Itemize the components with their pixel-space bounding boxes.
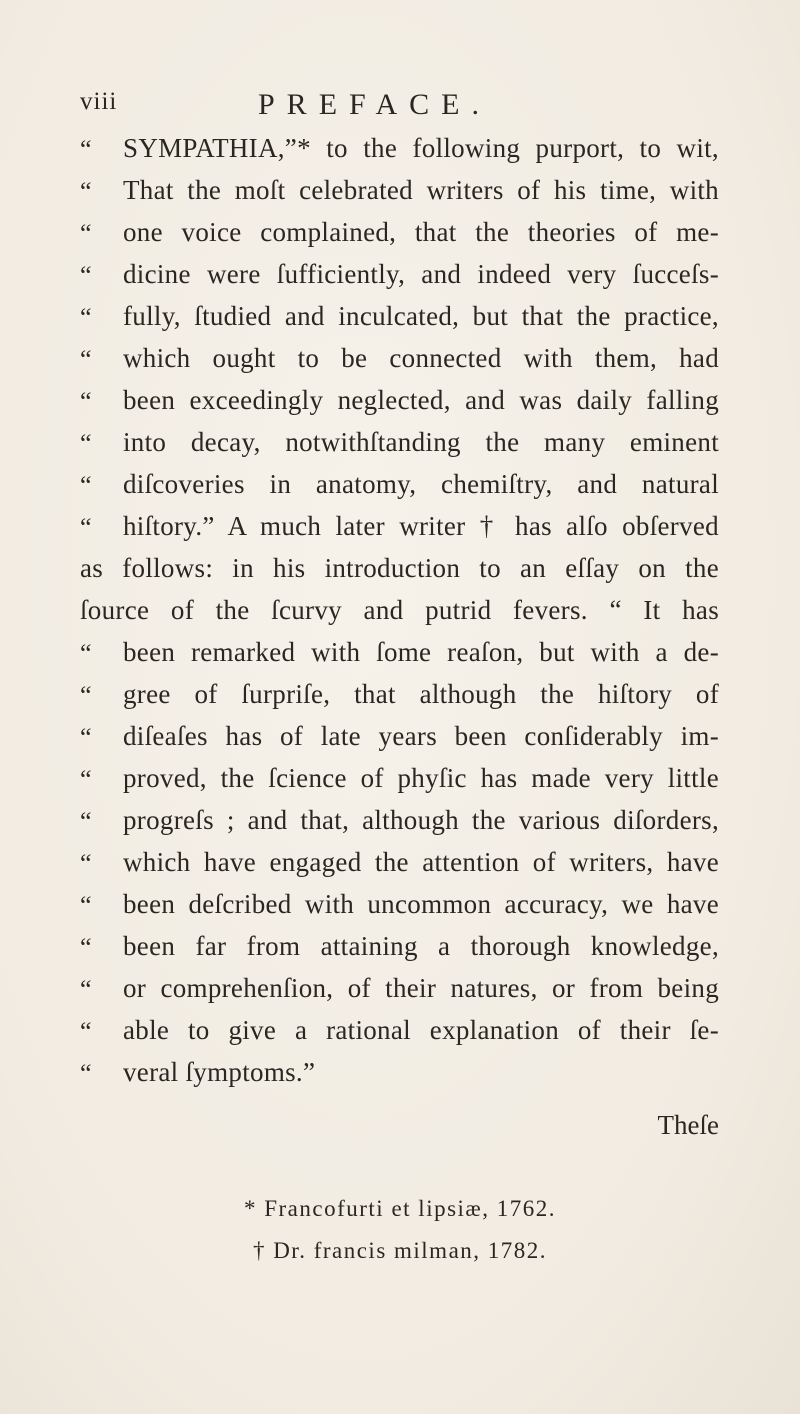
quote-mark: “ <box>80 933 92 962</box>
line-text: been exceedingly neglected, and was daily falling <box>123 385 719 415</box>
text-line <box>0 259 800 299</box>
line-text: or comprehenſion, of their natures, or from being <box>123 973 719 1003</box>
line-text: into decay, notwithſtanding the many eminent <box>123 427 719 457</box>
quote-mark: “ <box>80 1017 92 1046</box>
line-text: SYMPATHIA,”* to the following purport, to wit, <box>123 133 719 163</box>
line-text: one voice complained, that the theories of me- <box>123 217 719 247</box>
page-header <box>80 88 780 128</box>
line-text: as follows: in his introduction to an eſſay on the <box>80 553 719 583</box>
line-text: been remarked with ſome reaſon, but with a de- <box>123 637 719 667</box>
quote-mark: “ <box>80 177 92 206</box>
quote-mark: “ <box>80 345 92 374</box>
text-line <box>0 1015 800 1055</box>
line-text: That the moſt celebrated writers of his time, with <box>123 175 719 205</box>
quote-mark: “ <box>80 513 92 542</box>
text-line <box>0 679 800 719</box>
text-line <box>0 343 800 383</box>
text-line <box>0 511 800 551</box>
quote-mark: “ <box>80 135 92 164</box>
line-text: progreſs ; and that, although the various diſorders, <box>123 805 719 835</box>
line-text: dicine were ſufficiently, and indeed very ſucceſs- <box>123 259 719 289</box>
text-line <box>0 217 800 257</box>
text-line <box>0 469 800 509</box>
quote-mark: “ <box>80 849 92 878</box>
text-line <box>0 301 800 341</box>
text-line <box>0 595 800 635</box>
running-head: PREFACE. <box>258 88 491 121</box>
footnote: † Dr. francis milman, 1782. <box>252 1238 548 1263</box>
quote-mark: “ <box>80 975 92 1004</box>
line-text: diſcoveries in anatomy, chemiſtry, and natural <box>123 469 719 499</box>
quote-mark: “ <box>80 1059 92 1088</box>
text-line <box>0 721 800 761</box>
text-line <box>0 931 800 971</box>
text-line <box>0 1057 800 1097</box>
line-text: proved, the ſcience of phyſic has made very little <box>123 763 719 793</box>
quote-mark: “ <box>80 429 92 458</box>
line-text: able to give a rational explanation of their ſe- <box>123 1015 719 1045</box>
text-line <box>0 553 800 593</box>
footnote: * Francofurti et lipsiæ, 1762. <box>243 1196 557 1221</box>
text-line <box>0 385 800 425</box>
quote-mark: “ <box>80 765 92 794</box>
quote-mark: “ <box>80 723 92 752</box>
text-line <box>0 805 800 845</box>
quote-mark: “ <box>80 471 92 500</box>
quote-mark: “ <box>80 261 92 290</box>
text-line <box>0 889 800 929</box>
page-number: viii <box>80 88 118 115</box>
quote-mark: “ <box>80 639 92 668</box>
line-text: diſeaſes has of late years been conſiderably im- <box>123 721 719 751</box>
line-text: been deſcribed with uncommon accuracy, we have <box>123 889 719 919</box>
text-line <box>0 175 800 215</box>
quote-mark: “ <box>80 891 92 920</box>
text-line <box>0 637 800 677</box>
text-line <box>0 973 800 1013</box>
text-line <box>0 133 800 173</box>
text-line <box>0 427 800 467</box>
text-line <box>0 763 800 803</box>
quote-mark: “ <box>80 219 92 248</box>
line-text: which ought to be connected with them, had <box>123 343 719 373</box>
line-text: gree of ſurpriſe, that although the hiſtory of <box>123 679 719 709</box>
quote-mark: “ <box>80 387 92 416</box>
text-line <box>0 847 800 887</box>
line-text: hiſtory.” A much later writer † has alſo obſerved <box>123 511 719 541</box>
quote-mark: “ <box>80 681 92 710</box>
catchword: Theſe <box>657 1110 719 1140</box>
line-text: which have engaged the attention of writers, have <box>123 847 719 877</box>
line-text: veral ſymptoms.” <box>123 1057 316 1087</box>
quote-mark: “ <box>80 807 92 836</box>
line-text: fully, ſtudied and inculcated, but that the practice, <box>123 301 719 331</box>
line-text: been far from attaining a thorough knowledge, <box>123 931 719 961</box>
line-text: ſource of the ſcurvy and putrid fevers. “ It has <box>80 595 719 625</box>
quote-mark: “ <box>80 303 92 332</box>
